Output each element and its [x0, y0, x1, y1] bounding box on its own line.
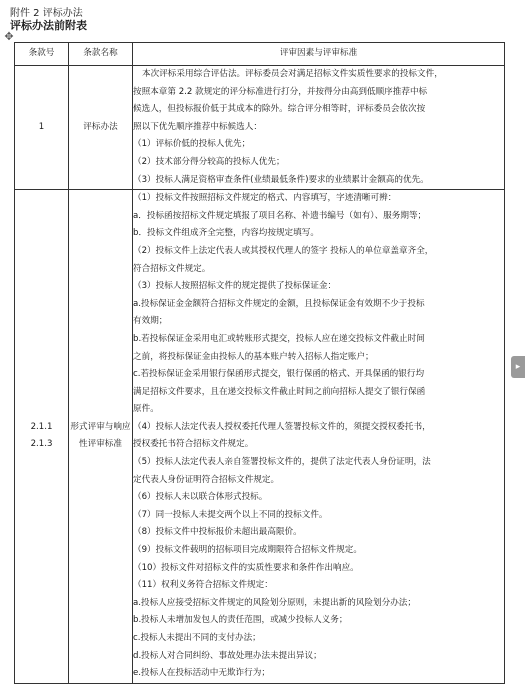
criteria-line: 照以下优先顺序推荐中标候选人： — [133, 121, 262, 132]
column-header-criteria: 评审因素与评审标准 — [133, 43, 505, 66]
criteria-line: （11）权利义务符合招标文件规定： — [133, 580, 273, 591]
table-header-row — [15, 43, 505, 66]
clause-number: 2.1.3 — [30, 439, 53, 450]
column-header-clause-name: 条款名称 — [69, 43, 133, 66]
criteria-line: 授权委托书符合招标文件规定。 — [133, 439, 254, 450]
criteria-line: 按照本章第 2.2 款规定的评分标准进行打分，并按得分由高到低顺序推荐中标 — [133, 86, 428, 97]
clause-number-cell — [15, 66, 69, 190]
criteria-line: a.投标人应接受招标文件规定的风险划分原则，未提出新的风险划分办法； — [133, 597, 416, 608]
criteria-line: （8）投标文件中投标报价未超出最高限价。 — [133, 527, 302, 538]
criteria-line: b.投标人未增加发包人的责任范围，或减少投标人义务； — [133, 615, 348, 626]
clause-name-cell — [69, 66, 133, 190]
criteria-line: （1）评标价低的投标人优先； — [133, 139, 251, 150]
criteria-line: 满足招标文件要求，且在递交投标文件截止时间之前向招标人提交了银行保函 — [133, 386, 426, 397]
criteria-line: a.投标保证金金额符合招标文件规定的金额，且投标保证金有效期不少于投标 — [133, 298, 425, 309]
criteria-cell — [133, 190, 505, 684]
criteria-line: （7）同一投标人未提交两个以上不同的投标文件。 — [133, 509, 328, 520]
criteria-cell — [133, 66, 505, 190]
criteria-line: a．投标函按招标文件规定填报了项目名称、补遗书编号（如有）、服务期等； — [133, 210, 427, 221]
criteria-line: （2）技术部分得分较高的投标人优先； — [133, 156, 285, 167]
column-header-clause-no: 条款号 — [15, 43, 69, 66]
criteria-line: （10）投标文件对招标文件的实质性要求和条件作出响应。 — [133, 562, 359, 573]
clause-number: 1 — [38, 121, 45, 132]
criteria-line: e.投标人在投标活动中无欺诈行为； — [133, 668, 270, 679]
criteria-line: （4）投标人法定代表人授权委托代理人签署投标文件的，须提交授权委托书， — [133, 421, 431, 432]
criteria-line: 之前，将投标保证金由投标人的基本账户转入招标人指定账户； — [133, 351, 374, 362]
criteria-line: d.投标人对合同纠纷、事故处理办法未提出异议； — [133, 650, 322, 661]
criteria-line: 有效期； — [133, 316, 168, 327]
page-title: 评标办法前附表 — [10, 19, 87, 32]
move-cross-icon[interactable]: ✥ — [4, 30, 14, 43]
expand-right-icon[interactable]: ▸ — [511, 356, 525, 378]
criteria-line: c.投标人未提出不同的支付办法； — [133, 633, 261, 643]
criteria-line: 定代表人身份证明符合招标文件规定。 — [133, 474, 280, 485]
criteria-line: （3）投标人按照招标文件的规定提供了投标保证金： — [133, 281, 337, 292]
criteria-line: （1）投标文件按照招标文件规定的格式、内容填写，字迹清晰可辨： — [133, 193, 397, 204]
criteria-line: b.若投标保证金采用电汇或转账形式提交，投标人应在递交投标文件截止时间 — [133, 333, 425, 344]
table-row — [15, 66, 505, 190]
criteria-line: 候选人，但投标报价低于其成本的除外。综合评分相等时，评标委员会依次按 — [133, 104, 426, 115]
criteria-line: 符合招标文件规定。 — [133, 263, 211, 274]
clause-name-cell — [69, 190, 133, 684]
criteria-line: c.若投标保证金采用银行保函形式提交，银行保函的格式、开具保函的银行均 — [133, 369, 425, 380]
criteria-line: b．投标文件组成齐全完整，内容均按规定填写。 — [133, 228, 319, 239]
criteria-line: （3）投标人满足资格审查条件(业绩最低条件)要求的业绩累计金额高的优先。 — [133, 174, 429, 185]
clause-number: 2.1.1 — [30, 421, 53, 432]
attachment-label: 附件 2 评标办法 — [10, 8, 83, 19]
criteria-line: （5）投标人法定代表人亲自签署投标文件的，提供了法定代表人身份证明，法 — [133, 457, 431, 468]
criteria-line: （6）投标人未以联合体形式投标。 — [133, 492, 268, 503]
clause-number-cell — [15, 190, 69, 684]
clause-name: 形式评审与响应性评审标准 — [70, 421, 131, 450]
criteria-line: （2）投标文件上法定代表人或其授权代理人的签字 投标人的单位章盖章齐全， — [133, 245, 434, 256]
criteria-line: （9）投标文件载明的招标项目完成期限符合招标文件规定。 — [133, 545, 362, 556]
clause-name: 评标办法 — [83, 121, 118, 132]
criteria-table — [14, 42, 505, 684]
table-row — [15, 190, 505, 684]
criteria-line: 原件。 — [133, 404, 159, 415]
criteria-line: 本次评标采用综合评估法。评标委员会对满足招标文件实质性要求的投标文件， — [142, 69, 443, 79]
